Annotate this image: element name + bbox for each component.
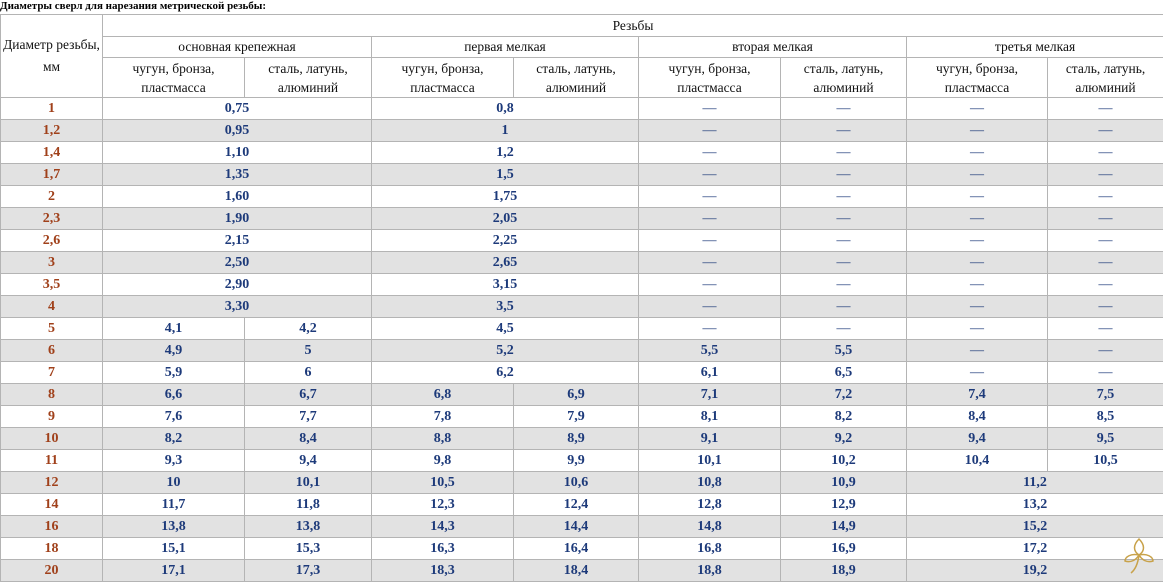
drill-diameter-cell: 5,9 [103,362,245,384]
table-caption: Диаметры сверл для нарезания метрической резьбы: [0,0,267,12]
thread-diameter-cell: 4 [1,296,103,318]
no-value-cell: — [781,296,907,318]
no-value-cell: — [639,274,781,296]
table-row [1,142,1163,164]
no-value-cell: — [907,186,1048,208]
drill-diameter-cell: 14,9 [781,516,907,538]
no-value-cell: — [639,120,781,142]
no-value-cell: — [781,142,907,164]
table-row [1,450,1163,472]
drill-diameter-cell: 12,4 [514,494,639,516]
drill-diameter-cell: 12,3 [372,494,514,516]
drill-diameter-cell: 6,5 [781,362,907,384]
drill-diameter-cell: 11,8 [245,494,372,516]
no-value-cell: — [639,164,781,186]
drill-diameter-cell: 5 [245,340,372,362]
group-header-fine2: вторая мелкая [639,37,907,58]
subheader-cast: чугун, бронза, пластмасса [639,58,781,98]
subheader-cast: чугун, бронза, пластмасса [372,58,514,98]
drill-diameter-cell: 10,9 [781,472,907,494]
drill-diameter-cell: 18,9 [781,560,907,582]
no-value-cell: — [1048,164,1163,186]
no-value-cell: — [1048,318,1163,340]
table-row [1,120,1163,142]
drill-diameter-cell: 0,75 [103,98,372,120]
table-row [1,428,1163,450]
no-value-cell: — [907,296,1048,318]
no-value-cell: — [781,252,907,274]
no-value-cell: — [639,98,781,120]
drill-diameter-cell: 1,35 [103,164,372,186]
threads-header: Резьбы [103,15,1163,37]
no-value-cell: — [639,252,781,274]
drill-diameter-cell: 11,7 [103,494,245,516]
drill-diameter-cell: 2,05 [372,208,639,230]
no-value-cell: — [907,362,1048,384]
drill-diameter-cell: 8,1 [639,406,781,428]
subheader-steel: сталь, латунь, алюминий [781,58,907,98]
drill-diameter-cell: 1,10 [103,142,372,164]
no-value-cell: — [1048,252,1163,274]
drill-diameter-cell: 7,9 [514,406,639,428]
table-row [1,362,1163,384]
table-row [1,340,1163,362]
no-value-cell: — [1048,340,1163,362]
drill-diameter-cell: 13,8 [103,516,245,538]
no-value-cell: — [781,208,907,230]
drill-diameter-cell: 18,8 [639,560,781,582]
no-value-cell: — [1048,230,1163,252]
subheader-steel: сталь, латунь, алюминий [245,58,372,98]
drill-diameter-cell: 6,8 [372,384,514,406]
drill-diameter-cell: 10,6 [514,472,639,494]
no-value-cell: — [1048,98,1163,120]
drill-diameter-cell: 3,30 [103,296,372,318]
thread-diameter-cell: 11 [1,450,103,472]
drill-diameter-cell: 10 [103,472,245,494]
thread-diameter-cell: 18 [1,538,103,560]
no-value-cell: — [1048,274,1163,296]
subheader-cast: чугун, бронза, пластмасса [907,58,1048,98]
drill-diameter-cell: 18,3 [372,560,514,582]
drill-diameter-cell: 8,9 [514,428,639,450]
drill-diameter-cell: 16,4 [514,538,639,560]
drill-diameter-cell: 10,8 [639,472,781,494]
drill-diameter-cell: 17,3 [245,560,372,582]
no-value-cell: — [1048,296,1163,318]
table-row [1,472,1163,494]
thread-diameter-cell: 2,6 [1,230,103,252]
table-row [1,186,1163,208]
drill-diameter-cell: 10,4 [907,450,1048,472]
thread-drill-table [0,14,1163,582]
drill-diameter-cell: 8,8 [372,428,514,450]
no-value-cell: — [907,120,1048,142]
drill-diameter-cell: 10,1 [639,450,781,472]
drill-diameter-cell: 1,5 [372,164,639,186]
drill-diameter-cell: 0,95 [103,120,372,142]
group-header-fine1: первая мелкая [372,37,639,58]
table-row [1,494,1163,516]
drill-diameter-cell: 0,8 [372,98,639,120]
drill-diameter-cell: 3,15 [372,274,639,296]
drill-diameter-cell: 15,1 [103,538,245,560]
drill-diameter-cell: 8,2 [103,428,245,450]
thread-diameter-cell: 14 [1,494,103,516]
drill-diameter-cell: 6,2 [372,362,639,384]
flower-logo-icon [1119,535,1159,577]
drill-diameter-cell: 15,2 [907,516,1163,538]
drill-diameter-cell: 14,4 [514,516,639,538]
drill-diameter-cell: 6 [245,362,372,384]
drill-diameter-cell: 11,2 [907,472,1163,494]
group-header-fine3: третья мелкая [907,37,1163,58]
subheader-cast: чугун, бронза, пластмасса [103,58,245,98]
drill-diameter-cell: 7,8 [372,406,514,428]
table-row [1,560,1163,582]
thread-diameter-cell: 20 [1,560,103,582]
drill-diameter-cell: 14,3 [372,516,514,538]
drill-diameter-cell: 2,90 [103,274,372,296]
table-row [1,230,1163,252]
drill-diameter-cell: 18,4 [514,560,639,582]
thread-diameter-cell: 1,2 [1,120,103,142]
no-value-cell: — [907,230,1048,252]
thread-diameter-cell: 9 [1,406,103,428]
table-row [1,98,1163,120]
table-row [1,406,1163,428]
subheader-steel: сталь, латунь, алюминий [514,58,639,98]
thread-diameter-cell: 8 [1,384,103,406]
table-row [1,296,1163,318]
no-value-cell: — [907,164,1048,186]
drill-diameter-cell: 9,2 [781,428,907,450]
drill-diameter-cell: 7,4 [907,384,1048,406]
drill-diameter-cell: 1,60 [103,186,372,208]
drill-diameter-cell: 10,5 [372,472,514,494]
drill-diameter-cell: 9,3 [103,450,245,472]
group-header-main: основная крепежная [103,37,372,58]
drill-diameter-cell: 5,2 [372,340,639,362]
no-value-cell: — [781,230,907,252]
drill-diameter-cell: 10,2 [781,450,907,472]
no-value-cell: — [907,252,1048,274]
thread-diameter-cell: 16 [1,516,103,538]
no-value-cell: — [907,340,1048,362]
thread-diameter-cell: 1,4 [1,142,103,164]
drill-diameter-cell: 13,2 [907,494,1163,516]
thread-diameter-cell: 12 [1,472,103,494]
drill-diameter-cell: 4,5 [372,318,639,340]
no-value-cell: — [1048,120,1163,142]
table-body [1,98,1163,582]
no-value-cell: — [639,186,781,208]
no-value-cell: — [907,98,1048,120]
no-value-cell: — [781,318,907,340]
drill-diameter-cell: 8,4 [907,406,1048,428]
no-value-cell: — [781,164,907,186]
drill-diameter-cell: 6,9 [514,384,639,406]
drill-diameter-cell: 15,3 [245,538,372,560]
drill-diameter-cell: 7,1 [639,384,781,406]
no-value-cell: — [781,186,907,208]
table-row [1,384,1163,406]
drill-diameter-cell: 9,4 [245,450,372,472]
table-row [1,318,1163,340]
drill-diameter-cell: 2,50 [103,252,372,274]
table-row [1,274,1163,296]
drill-diameter-cell: 16,9 [781,538,907,560]
thread-diameter-cell: 7 [1,362,103,384]
no-value-cell: — [1048,186,1163,208]
drill-diameter-cell: 6,7 [245,384,372,406]
drill-diameter-cell: 9,8 [372,450,514,472]
no-value-cell: — [639,318,781,340]
drill-diameter-cell: 1,75 [372,186,639,208]
table-row [1,538,1163,560]
thread-diameter-cell: 3,5 [1,274,103,296]
no-value-cell: — [1048,208,1163,230]
drill-diameter-cell: 12,9 [781,494,907,516]
no-value-cell: — [907,142,1048,164]
no-value-cell: — [639,142,781,164]
table-row [1,208,1163,230]
subheader-steel: сталь, латунь, алюминий [1048,58,1163,98]
drill-diameter-cell: 4,9 [103,340,245,362]
drill-diameter-cell: 4,2 [245,318,372,340]
no-value-cell: — [781,274,907,296]
drill-diameter-cell: 17,1 [103,560,245,582]
drill-diameter-cell: 8,4 [245,428,372,450]
no-value-cell: — [639,208,781,230]
drill-diameter-cell: 12,8 [639,494,781,516]
thread-diameter-cell: 2 [1,186,103,208]
thread-diameter-cell: 5 [1,318,103,340]
drill-diameter-cell: 7,2 [781,384,907,406]
thread-diameter-cell: 6 [1,340,103,362]
thread-diameter-cell: 10 [1,428,103,450]
drill-diameter-cell: 9,9 [514,450,639,472]
drill-diameter-cell: 3,5 [372,296,639,318]
drill-diameter-cell: 16,8 [639,538,781,560]
drill-diameter-cell: 19,2 [907,560,1163,582]
drill-diameter-cell: 4,1 [103,318,245,340]
no-value-cell: — [907,318,1048,340]
table-row [1,516,1163,538]
drill-diameter-cell: 8,2 [781,406,907,428]
drill-diameter-cell: 7,7 [245,406,372,428]
drill-diameter-cell: 10,1 [245,472,372,494]
drill-diameter-cell: 8,5 [1048,406,1163,428]
diameter-header: Диаметр резьбы, мм [1,15,103,98]
no-value-cell: — [781,120,907,142]
thread-diameter-cell: 1,7 [1,164,103,186]
drill-diameter-cell: 10,5 [1048,450,1163,472]
no-value-cell: — [781,98,907,120]
table-row [1,252,1163,274]
no-value-cell: — [1048,142,1163,164]
drill-diameter-cell: 16,3 [372,538,514,560]
drill-diameter-cell: 7,5 [1048,384,1163,406]
drill-diameter-cell: 17,2 [907,538,1163,560]
drill-diameter-cell: 9,5 [1048,428,1163,450]
no-value-cell: — [1048,362,1163,384]
drill-diameter-cell: 5,5 [639,340,781,362]
no-value-cell: — [907,208,1048,230]
drill-diameter-cell: 6,6 [103,384,245,406]
thread-diameter-cell: 1 [1,98,103,120]
no-value-cell: — [639,296,781,318]
drill-diameter-cell: 2,15 [103,230,372,252]
drill-diameter-cell: 2,25 [372,230,639,252]
drill-diameter-cell: 7,6 [103,406,245,428]
drill-diameter-cell: 1 [372,120,639,142]
drill-diameter-cell: 9,1 [639,428,781,450]
drill-diameter-cell: 5,5 [781,340,907,362]
thread-diameter-cell: 3 [1,252,103,274]
drill-diameter-cell: 2,65 [372,252,639,274]
no-value-cell: — [907,274,1048,296]
drill-diameter-cell: 9,4 [907,428,1048,450]
drill-diameter-cell: 14,8 [639,516,781,538]
drill-diameter-cell: 6,1 [639,362,781,384]
drill-diameter-cell: 1,2 [372,142,639,164]
drill-diameter-cell: 13,8 [245,516,372,538]
drill-diameter-cell: 1,90 [103,208,372,230]
no-value-cell: — [639,230,781,252]
thread-diameter-cell: 2,3 [1,208,103,230]
table-row [1,164,1163,186]
